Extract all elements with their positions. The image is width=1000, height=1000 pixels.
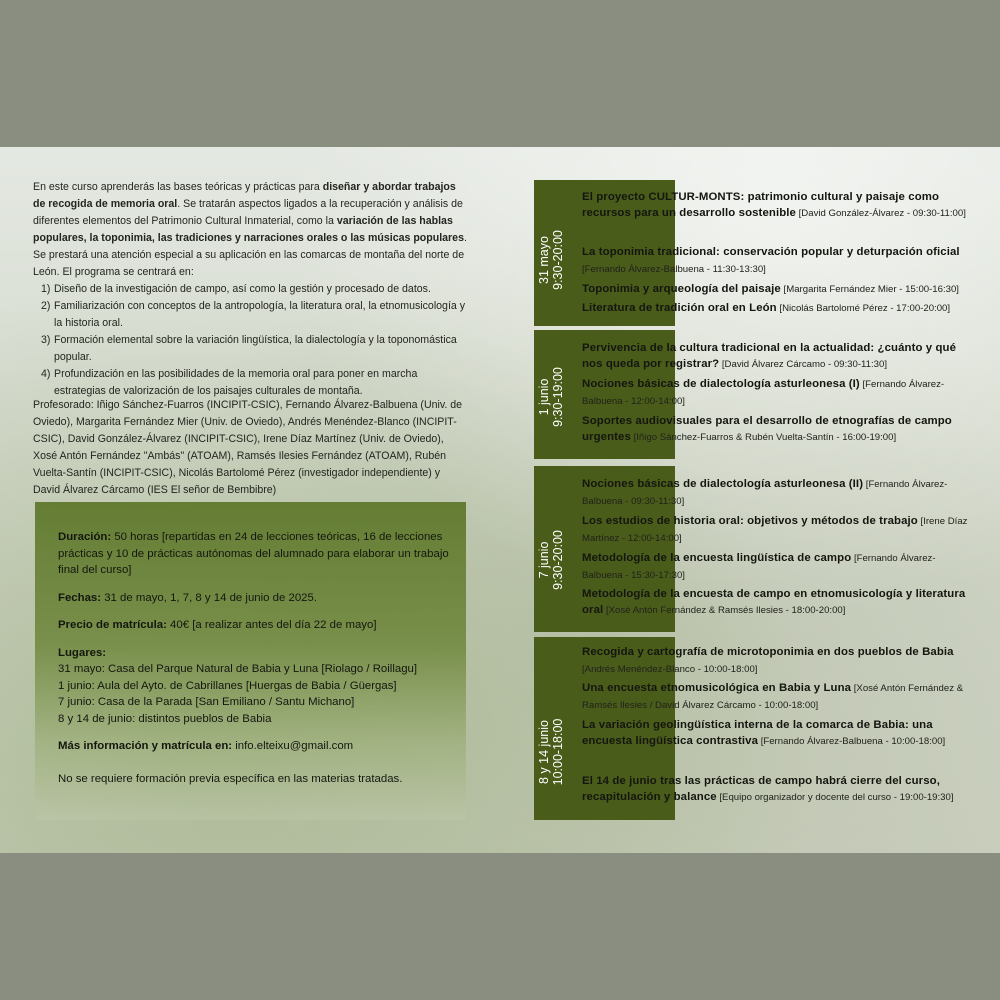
session-item: La variación geolingüística interna de la comarca de Babia: una encuesta lingüística contrastiva [Fernando Álvarez-Balbuena - 10:00-18:00] [582, 719, 946, 747]
day-label: 31 mayo 9:30-20:00 [537, 230, 565, 290]
day-label: 7 junio 9:30-20:00 [537, 530, 565, 590]
session-item: Recogida y cartografía de microtoponimia en dos pueblos de Babia [Andrés Menéndez-Blanco - 10:00-18:00] [582, 646, 954, 675]
flyer-sheet [0, 147, 1000, 853]
session-item: Pervivencia de la cultura tradicional en la actualidad: ¿cuánto y qué nos queda por registrar? [David Álvarez Cárcamo - 09:30-11:30] [582, 342, 957, 370]
intro-text [33, 179, 468, 400]
session-item: Nociones básicas de dialectología asturleonesa (II) [Fernando Álvarez-Balbuena - 09:30-11:30] [582, 478, 948, 507]
program-item: 4) Profundización en las posibilidades de la memoria oral para poner en marcha estrategias de valorización de los paisajes culturales de montaña. [41, 368, 418, 397]
program-item: 3) Formación elemental sobre la variación lingüística, la dialectología y la toponomástica popular. [41, 334, 457, 363]
session-item: Nociones básicas de dialectología asturleonesa (I) [Fernando Álvarez-Balbuena - 12:00-14:00] [582, 378, 945, 407]
session-item: La toponimia tradicional: conservación popular y deturpación oficial [Fernando Álvarez-Balbuena - 11:30-13:30] [582, 246, 960, 275]
session-item: Literatura de tradición oral en León [Nicolás Bartolomé Pérez - 17:00-20:00] [582, 302, 951, 314]
contact-email[interactable]: info.elteixu@gmail.com [232, 740, 354, 752]
session-item: Toponimia y arqueología del paisaje [Margarita Fernández Mier - 15:00-16:30] [582, 283, 959, 295]
day-label: 8 y 14 junio 10:00-18:00 [537, 718, 565, 786]
session-item: Una encuesta etnomusicológica en Babia y Luna [Xosé Antón Fernández & Ramsés Ilesies / David Álvarez Cárcamo - 10:00-18:00] [582, 682, 964, 711]
program-item: 2) Familiarización con conceptos de la antropología, la literatura oral, la etnomusicología y la historia oral. [41, 300, 466, 329]
session-item: El 14 de junio tras las prácticas de campo habrá cierre del curso, recapitulación y balance [Equipo organizador y docente del curso - 19:00-19:30] [582, 775, 954, 803]
duration-info: Duración: 50 horas [repartidas en 24 de lecciones teóricas, 16 de lecciones prácticas y 10 de prácticas autónomas del alumnado para elaborar un trabajo final del curso] [58, 531, 449, 576]
places-info: Lugares: 31 mayo: Casa del Parque Natural de Babia y Luna [Riolago / Roillagu] 1 junio: Aula del Ayto. de Cabrillanes [Huergas de Babia / Güergas] 7 junio: Casa de la Parada [San Emiliano / Santu Michano] 8 y 14 de junio: distintos pueblos de Babia [58, 646, 418, 725]
day-label: 1 junio 9:30-19:00 [537, 367, 565, 427]
requirements-note: No se requiere formación previa específica en las materias tratadas. [58, 772, 403, 785]
session-item: Los estudios de historia oral: objetivos y métodos de trabajo [Irene Díaz Martínez - 12:00-14:00] [582, 515, 968, 544]
intro-paragraph: En este curso aprenderás las bases teóricas y prácticas para diseñar y abordar trabajos de recogida de memoria oral. Se tratarán aspectos ligados a la recuperación y análisis de diferentes elementos del Patrimonio Cultural Inmaterial, como la variación de las hablas populares, la toponimia, las tradiciones y narraciones orales o las músicas populares. Se prestará una atención especial a su aplicación en las comarcas de montaña del norte de León. El programa se centrará en: [33, 181, 467, 278]
program-item: 1) Diseño de la investigación de campo, así como la gestión y procesado de datos. [41, 283, 431, 295]
course-info-box [35, 502, 466, 820]
price-info: Precio de matrícula: 40€ [a realizar antes del día 22 de mayo] [58, 619, 377, 631]
contact-info: Más información y matrícula en: info.elteixu@gmail.com [58, 740, 354, 752]
session-item: Soportes audiovisuales para el desarrollo de etnografías de campo urgentes [Iñigo Sánchez-Fuarros & Rubén Vuelta-Santín - 16:00-19:00] [582, 415, 952, 443]
program-list [33, 281, 468, 400]
session-item: Metodología de la encuesta lingüística de campo [Fernando Álvarez-Balbuena - 15:30-17:30] [582, 552, 936, 581]
session-item: El proyecto CULTUR-MONTS: patrimonio cultural y paisaje como recursos para un desarrollo sostenible [David González-Álvarez - 09:30-11:00] [582, 191, 966, 219]
dates-info: Fechas: 31 de mayo, 1, 7, 8 y 14 de junio de 2025. [58, 591, 318, 604]
teachers-list: Profesorado: Iñigo Sánchez-Fuarros (INCIPIT-CSIC), Fernando Álvarez-Balbuena (Univ. de Oviedo), Margarita Fernández Mier (Univ. de Oviedo), Andrés Menéndez-Blanco (INCIPIT-CSIC), David González-Álvarez (INCIPIT-CSIC), Irene Díaz Martínez (Univ. de Oviedo), Xosé Antón Fernández "Ambás" (ATOAM), Ramsés Ilesies Fernández (ATOAM), Rubén Vuelta-Santín (INCIPIT-CSIC), Nicolás Bartolomé Pérez (investigador independiente) y David Álvarez Cárcamo (IES El señor de Bembibre) [33, 399, 463, 496]
session-item: Metodología de la encuesta de campo en etnomusicología y literatura oral [Xosé Antón Fernández & Ramsés Ilesies - 18:00-20:00] [582, 588, 966, 616]
